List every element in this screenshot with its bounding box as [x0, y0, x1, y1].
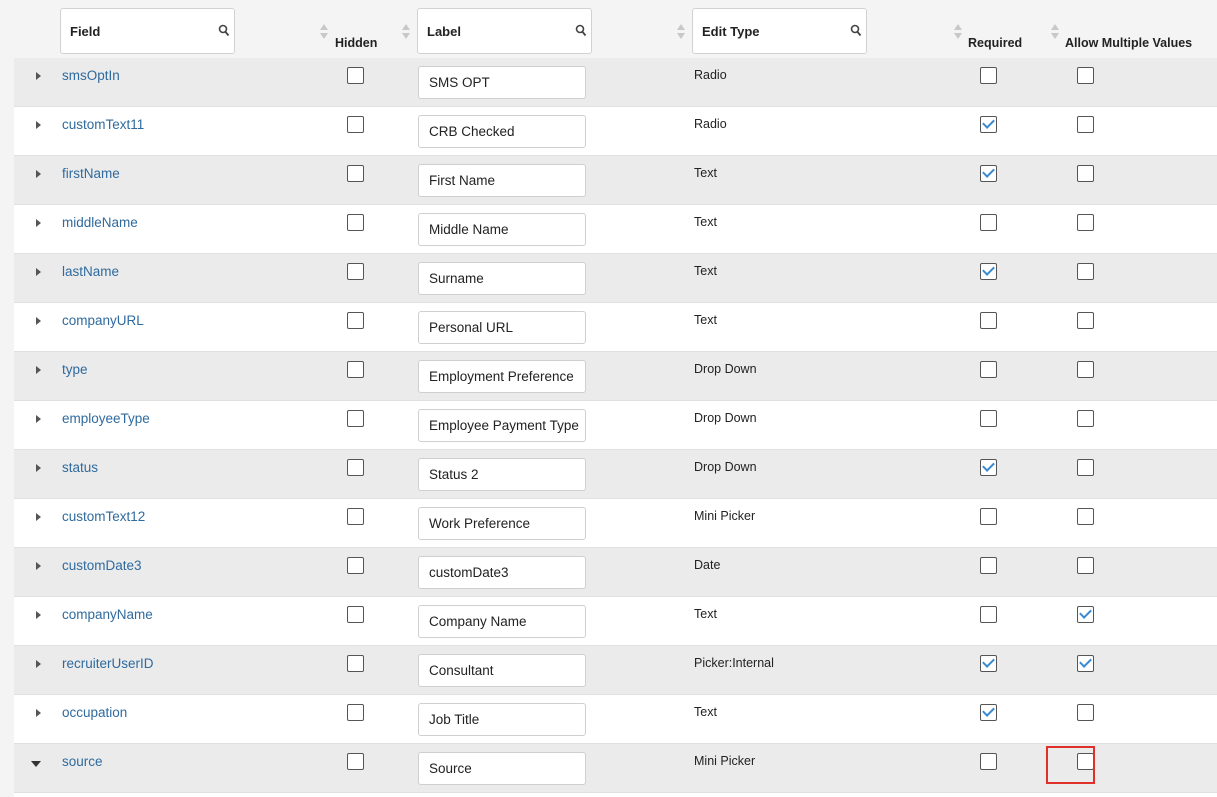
hidden-checkbox[interactable] [347, 263, 364, 280]
field-name-link[interactable]: companyName [62, 607, 153, 622]
table-row [14, 303, 1217, 352]
label-input[interactable]: Consultant [418, 654, 586, 687]
label-column-filter[interactable] [417, 8, 592, 54]
allow-multiple-checkbox[interactable] [1077, 263, 1094, 280]
edit-type-value: Text [694, 313, 717, 327]
required-checkbox[interactable] [980, 753, 997, 770]
hidden-checkbox[interactable] [347, 606, 364, 623]
table-header [14, 0, 1217, 58]
allow-multiple-checkbox[interactable] [1077, 410, 1094, 427]
edit-type-value: Text [694, 705, 717, 719]
field-name-link[interactable]: recruiterUserID [62, 656, 154, 671]
required-checkbox[interactable] [980, 165, 997, 182]
field-name-link[interactable]: smsOptIn [62, 68, 120, 83]
table-row [14, 646, 1217, 695]
edit-type-value: Text [694, 166, 717, 180]
allow-multiple-checkbox[interactable] [1077, 165, 1094, 182]
required-checkbox[interactable] [980, 263, 997, 280]
sort-arrows-icon[interactable] [320, 24, 329, 40]
expand-arrow-icon[interactable] [36, 366, 41, 374]
table-row [14, 352, 1217, 401]
hidden-column-header: Hidden [335, 36, 378, 50]
collapse-arrow-icon[interactable] [31, 761, 41, 767]
hidden-checkbox[interactable] [347, 753, 364, 770]
field-column-filter[interactable] [60, 8, 235, 54]
label-input[interactable]: Surname [418, 262, 586, 295]
label-input[interactable]: Work Preference [418, 507, 586, 540]
required-checkbox[interactable] [980, 67, 997, 84]
expand-arrow-icon[interactable] [36, 121, 41, 129]
label-input[interactable]: CRB Checked [418, 115, 586, 148]
search-icon[interactable] [850, 24, 862, 38]
edit-type-value: Date [694, 558, 721, 572]
sort-arrows-icon[interactable] [402, 24, 411, 40]
expand-arrow-icon[interactable] [36, 660, 41, 668]
field-name-link[interactable]: status [62, 460, 99, 475]
allow-multiple-checkbox[interactable] [1077, 116, 1094, 133]
required-checkbox[interactable] [980, 704, 997, 721]
expand-arrow-icon[interactable] [36, 709, 41, 717]
label-input[interactable]: First Name [418, 164, 586, 197]
field-name-link[interactable]: customText12 [62, 509, 146, 524]
field-name-link[interactable]: firstName [62, 166, 120, 181]
label-input[interactable]: Company Name [418, 605, 586, 638]
table-row [14, 401, 1217, 450]
allow-multiple-checkbox[interactable] [1077, 361, 1094, 378]
required-checkbox[interactable] [980, 214, 997, 231]
hidden-checkbox[interactable] [347, 312, 364, 329]
edit-type-value: Radio [694, 117, 727, 131]
field-name-link[interactable]: type [62, 362, 88, 377]
expand-arrow-icon[interactable] [36, 317, 41, 325]
table-row [14, 450, 1217, 499]
edit-type-column-header: Edit Type [702, 24, 760, 39]
hidden-checkbox[interactable] [347, 214, 364, 231]
allow-multiple-checkbox[interactable] [1077, 214, 1094, 231]
hidden-checkbox[interactable] [347, 557, 364, 574]
hidden-checkbox[interactable] [347, 410, 364, 427]
hidden-checkbox[interactable] [347, 655, 364, 672]
label-input[interactable]: SMS OPT [418, 66, 586, 99]
sort-arrows-icon[interactable] [954, 24, 963, 40]
table-body [14, 58, 1217, 793]
hidden-checkbox[interactable] [347, 116, 364, 133]
label-input[interactable]: Job Title [418, 703, 586, 736]
hidden-checkbox[interactable] [347, 361, 364, 378]
hidden-checkbox[interactable] [347, 459, 364, 476]
label-input[interactable]: Middle Name [418, 213, 586, 246]
sort-arrows-icon[interactable] [1051, 24, 1060, 40]
field-name-link[interactable]: employeeType [62, 411, 150, 426]
edit-type-value: Text [694, 215, 717, 229]
hidden-checkbox[interactable] [347, 508, 364, 525]
search-icon[interactable] [575, 24, 587, 38]
label-input[interactable]: customDate3 [418, 556, 586, 589]
hidden-checkbox[interactable] [347, 67, 364, 84]
edit-type-value: Text [694, 607, 717, 621]
field-name-link[interactable]: lastName [62, 264, 120, 279]
label-input[interactable]: Source [418, 752, 586, 785]
edit-type-value: Text [694, 264, 717, 278]
field-name-link[interactable]: customDate3 [62, 558, 142, 573]
expand-arrow-icon[interactable] [36, 219, 41, 227]
field-name-link[interactable]: customText11 [62, 117, 145, 132]
required-checkbox[interactable] [980, 312, 997, 329]
label-input[interactable]: Employee Payment Type [418, 409, 586, 442]
expand-arrow-icon[interactable] [36, 268, 41, 276]
label-input[interactable]: Status 2 [418, 458, 586, 491]
allow-multiple-checkbox[interactable] [1077, 655, 1094, 672]
search-icon[interactable] [218, 24, 230, 38]
table-row [14, 744, 1217, 793]
allow-multiple-checkbox[interactable] [1077, 606, 1094, 623]
label-input[interactable]: Personal URL [418, 311, 586, 344]
edit-type-value: Drop Down [694, 411, 757, 425]
allow-multiple-column-header: Allow Multiple Values [1065, 36, 1193, 50]
required-checkbox[interactable] [980, 116, 997, 133]
field-name-link[interactable]: occupation [62, 705, 128, 720]
hidden-checkbox[interactable] [347, 704, 364, 721]
field-column-header: Field [70, 24, 101, 39]
sort-arrows-icon[interactable] [677, 24, 686, 40]
required-checkbox[interactable] [980, 508, 997, 525]
required-checkbox[interactable] [980, 655, 997, 672]
required-checkbox[interactable] [980, 606, 997, 623]
required-checkbox[interactable] [980, 557, 997, 574]
expand-arrow-icon[interactable] [36, 611, 41, 619]
edit-type-value: Mini Picker [694, 754, 756, 768]
edit-type-column-filter[interactable] [692, 8, 867, 54]
expand-arrow-icon[interactable] [36, 415, 41, 423]
expand-arrow-icon[interactable] [36, 170, 41, 178]
required-column-header: Required [968, 36, 1023, 50]
required-checkbox[interactable] [980, 459, 997, 476]
expand-arrow-icon[interactable] [36, 464, 41, 472]
table-row [14, 548, 1217, 597]
highlight-box [1046, 746, 1095, 784]
allow-multiple-checkbox[interactable] [1077, 312, 1094, 329]
table-row [14, 205, 1217, 254]
allow-multiple-checkbox[interactable] [1077, 557, 1094, 574]
edit-type-value: Drop Down [694, 460, 757, 474]
field-name-link[interactable]: companyURL [62, 313, 144, 328]
allow-multiple-checkbox[interactable] [1077, 459, 1094, 476]
label-column-header: Label [427, 24, 461, 39]
label-input[interactable]: Employment Preference [418, 360, 586, 393]
required-checkbox[interactable] [980, 410, 997, 427]
allow-multiple-checkbox[interactable] [1077, 508, 1094, 525]
edit-type-value: Mini Picker [694, 509, 756, 523]
table-row [14, 695, 1217, 744]
field-name-link[interactable]: middleName [62, 215, 138, 230]
table-row [14, 597, 1217, 646]
table-row [14, 58, 1217, 107]
expand-arrow-icon[interactable] [36, 513, 41, 521]
table-row [14, 254, 1217, 303]
field-config-table [14, 0, 1217, 797]
allow-multiple-checkbox[interactable] [1077, 67, 1094, 84]
table-row [14, 499, 1217, 548]
expand-arrow-icon[interactable] [36, 562, 41, 570]
table-row [14, 107, 1217, 156]
edit-type-value: Drop Down [694, 362, 757, 376]
table-row [14, 156, 1217, 205]
edit-type-value: Radio [694, 68, 727, 82]
allow-multiple-checkbox[interactable] [1077, 704, 1094, 721]
required-checkbox[interactable] [980, 361, 997, 378]
expand-arrow-icon[interactable] [36, 72, 41, 80]
hidden-checkbox[interactable] [347, 165, 364, 182]
field-name-link[interactable]: source [62, 754, 103, 769]
edit-type-value: Picker:Internal [694, 656, 774, 670]
